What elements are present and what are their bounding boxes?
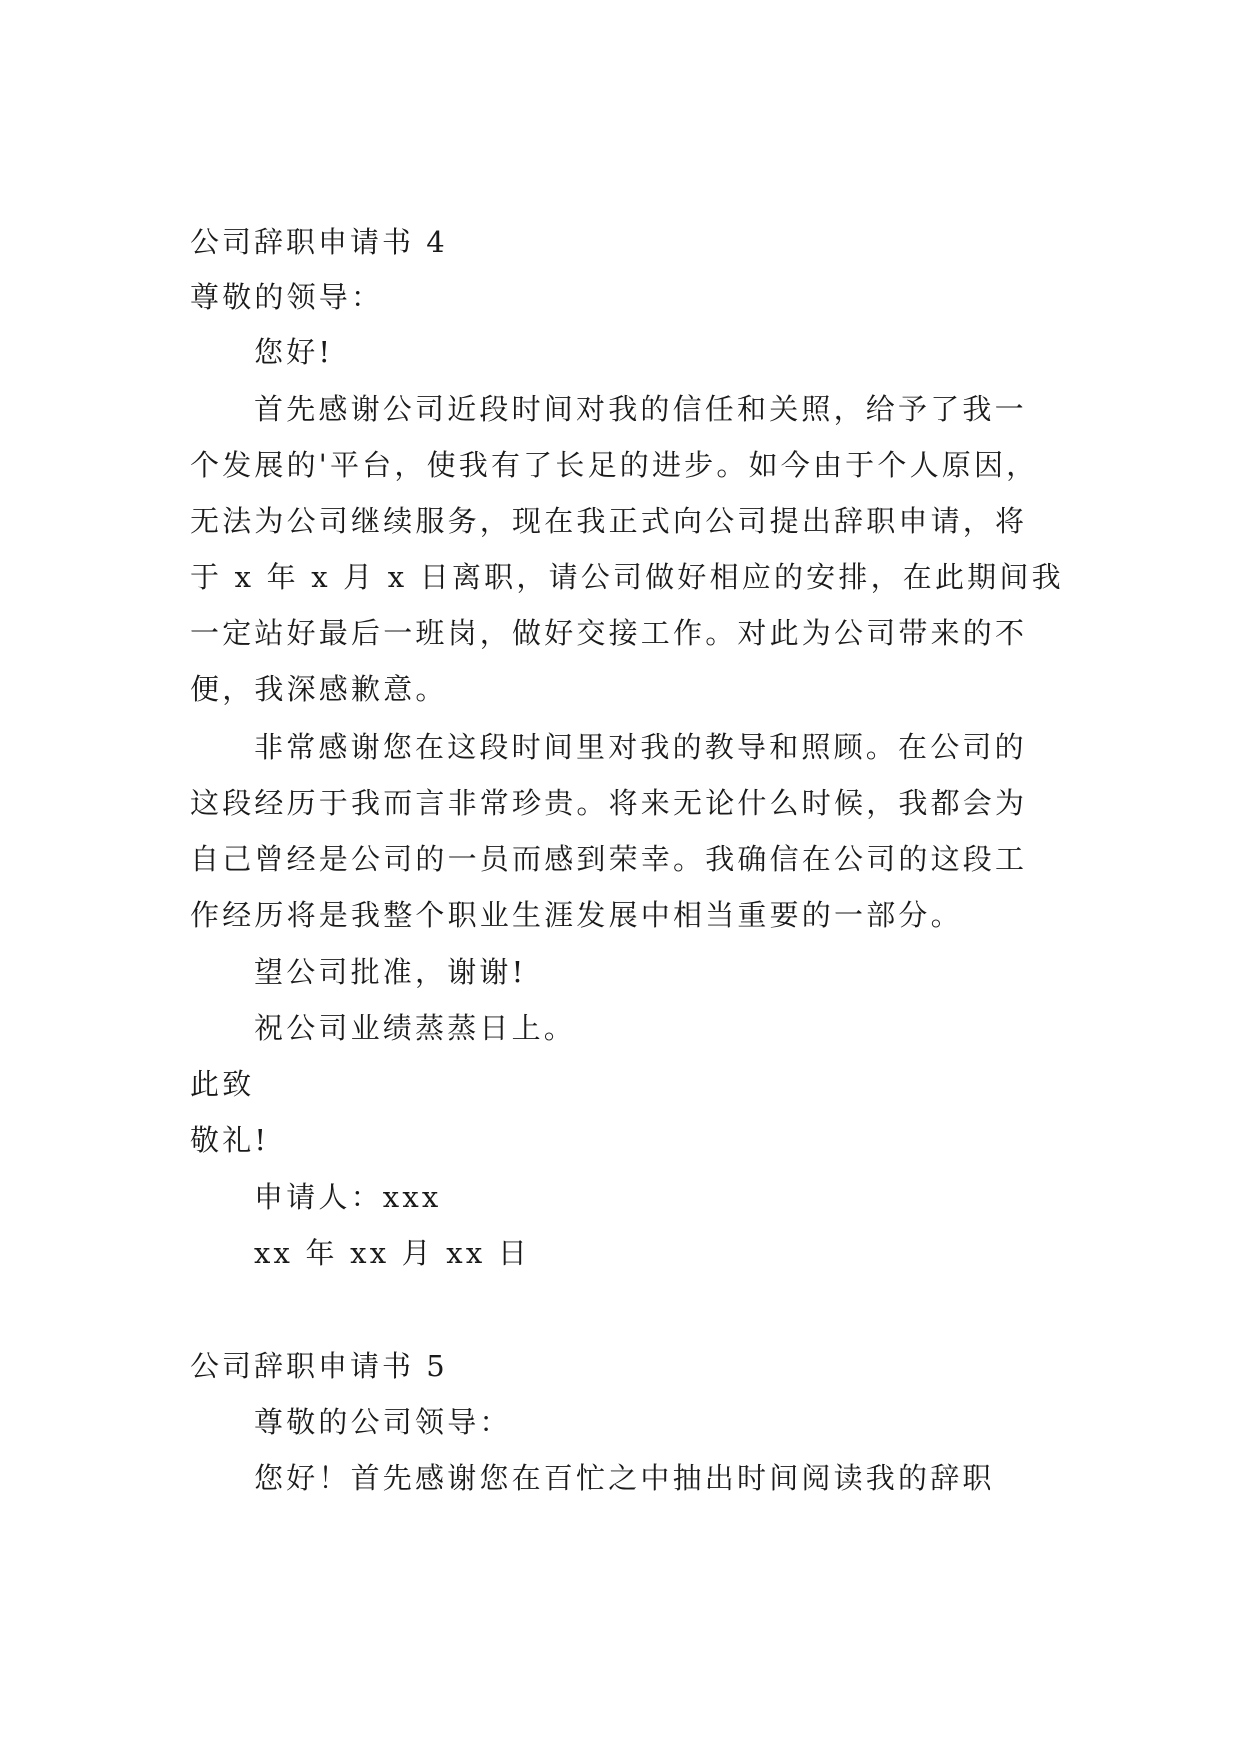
body-line: 祝公司业绩蒸蒸日上。 (254, 1011, 577, 1045)
body-line: 首先感谢公司近段时间对我的信任和关照，给予了我一 (254, 392, 1027, 426)
letter-5-title: 公司辞职申请书 5 (190, 1349, 448, 1383)
body-line: 个发展的'平台，使我有了长足的进步。如今由于个人原因， (190, 448, 1039, 482)
letter-date: xx 年 xx 月 xx 日 (254, 1236, 531, 1270)
letter-5-salutation: 尊敬的公司领导： (254, 1405, 512, 1439)
body-line: 便，我深感歉意。 (190, 672, 448, 706)
body-line: 于 x 年 x 月 x 日离职，请公司做好相应的安排，在此期间我 (190, 560, 1064, 594)
body-line: 望公司批准，谢谢! (254, 955, 527, 989)
letter-4-greeting: 您好! (254, 335, 334, 369)
body-line: 这段经历于我而言非常珍贵。将来无论什么时候，我都会为 (190, 786, 1028, 820)
body-line: 自己曾经是公司的一员而感到荣幸。我确信在公司的这段工 (190, 842, 1028, 876)
body-line: 非常感谢您在这段时间里对我的教导和照顾。在公司的 (254, 730, 1027, 764)
closing-line: 此致 (190, 1067, 255, 1101)
body-line: 一定站好最后一班岗，做好交接工作。对此为公司带来的不 (190, 616, 1028, 650)
letter-5-first-line: 您好！首先感谢您在百忙之中抽出时间阅读我的辞职 (254, 1461, 995, 1495)
letter-4-salutation: 尊敬的领导： (190, 280, 384, 314)
closing-line: 敬礼! (190, 1123, 270, 1157)
applicant-signature: 申请人：xxx (254, 1180, 442, 1214)
letter-4-title: 公司辞职申请书 4 (190, 225, 448, 259)
body-line: 作经历将是我整个职业生涯发展中相当重要的一部分。 (190, 898, 963, 932)
body-line: 无法为公司继续服务，现在我正式向公司提出辞职申请，将 (190, 504, 1028, 538)
